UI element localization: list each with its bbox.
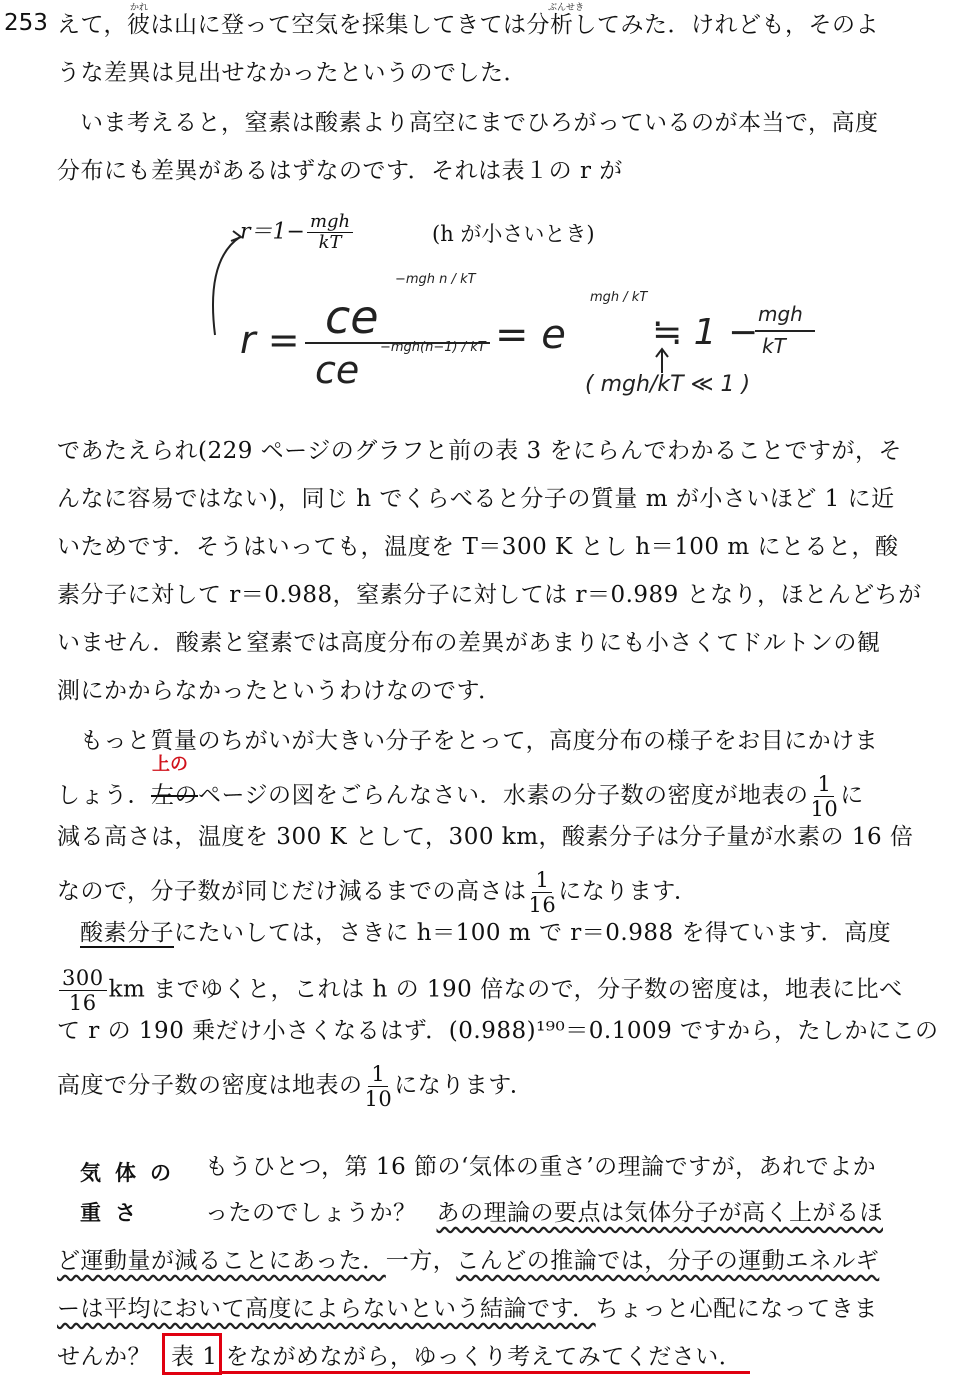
- wavy-underline: ど運動量が減ることにあった．: [57, 1248, 386, 1274]
- text-line: せんか？ 表 1 をながめながら，ゆっくり考えてみてください．: [57, 1344, 743, 1370]
- text-line: いま考えると，窒素は酸素より高空にまでひろがっているのが本当で，高度: [80, 110, 879, 136]
- text-line: なので，分子数が同じだけ減るまでの高さは $\frac{1}{16}$ になります．: [57, 868, 698, 917]
- text-line: 酸素分子にたいしては，さきに h＝100 m で r＝0.988 を得ています．高度: [80, 920, 892, 946]
- text-line: ったのでしょうか？ あの理論の要点は気体分子が高く上がるほ: [205, 1200, 883, 1226]
- fraction: $\frac{300}{16}$: [59, 966, 107, 1015]
- red-underline: [222, 1371, 750, 1374]
- text-line: 高度で分子数の密度は地表の $\frac{1}{10}$ になります．: [57, 1062, 534, 1111]
- text-line: もっと質量のちがいが大きい分子をとって，高度分布の様子をお目にかけま: [80, 728, 879, 754]
- wavy-underline: あの理論の要点は気体分子が高く上がるほ: [436, 1200, 883, 1226]
- hand-eq-exp: mgh / kT: [590, 290, 648, 305]
- struck-text: 左の: [151, 782, 198, 809]
- text-line: て r の 190 乗だけ小さくなるはず．(0.988)¹⁹⁰＝0.1009 ですから，たしかにこの: [57, 1018, 939, 1044]
- boxed-text: 表 1: [171, 1344, 218, 1370]
- text-line: いためです．そうはいっても，温度を T＝300 K とし h＝100 m にとると，酸: [57, 534, 899, 560]
- text-line: $\frac{300}{16}$ km までゆくと，これは h の 190 倍なので，分子数の密度は，地表に比べ: [57, 966, 903, 1015]
- text-line: 分布にも差異があるはずなのです．それは表１の r が: [57, 158, 623, 184]
- text-line: 測にかからなかったというわけなのです．: [57, 678, 502, 704]
- text-line: えて，彼は山に登って空気を採集してきては分析してみた．けれども，そのよ: [57, 12, 880, 38]
- wavy-underline: こんどの推論では，分子の運動エネルギ: [456, 1248, 880, 1274]
- hand-top: ce: [325, 290, 379, 344]
- hand-den: kT: [762, 334, 786, 358]
- text-line: であたえられ(229 ページのグラフと前の表 3 をにらんでわかることですが，そ: [57, 438, 902, 464]
- text-line: いません．酸素と窒素では高度分布の差異があまりにも小さくてドルトンの観: [57, 630, 881, 656]
- fraction: $\frac{1}{10}$: [364, 1062, 393, 1111]
- hand-top-exp: −mgh n / kT: [395, 272, 476, 287]
- hand-bot-exp: −mgh(n−1) / kT: [380, 340, 486, 355]
- page-number: 253: [4, 10, 48, 36]
- hand-eq: = e: [495, 312, 566, 358]
- text-line: ーは平均において高度によらないという結論です．ちょっと心配になってきま: [57, 1296, 878, 1322]
- text-line: んなに容易ではない)，同じ h でくらべると分子の質量 m が小さいほど 1 に近: [57, 486, 895, 512]
- hand-r: r =: [240, 318, 300, 362]
- fraction: $\frac{1}{16}$: [528, 868, 557, 917]
- text-line: ど運動量が減ることにあった．一方，こんどの推論では，分子の運動エネルギ: [57, 1248, 880, 1274]
- text-line: しょう．左のページの図をごらんなさい．水素の分子数の密度が地表の $\frac{1}{10}$ に: [57, 772, 864, 821]
- ruby-bunseki: ぶんせき: [548, 3, 585, 13]
- formula-r: r＝1− $\frac{\text{mgh}}{kT}$: [240, 212, 355, 253]
- fraction: $\frac{1}{10}$: [810, 772, 839, 821]
- hand-cond: ( mgh/kT ≪ 1 ): [585, 372, 751, 397]
- text-line: 減る高さは，温度を 300 K として，300 km，酸素分子は分子量が水素の 16 倍: [57, 824, 914, 850]
- hand-bar2: [755, 330, 815, 332]
- hand-bot: ce: [315, 348, 360, 392]
- text-line: うな差異は見出せなかったというのでした．: [57, 60, 527, 86]
- ruby-kare: かれ: [130, 3, 149, 13]
- text-line: 素分子に対して r＝0.988，窒素分子に対しては r＝0.989 となり，ほとんどちが: [57, 582, 922, 608]
- red-highlight-box: [162, 1333, 222, 1375]
- wavy-underline: ーは平均において高度によらないという結論です．: [57, 1296, 596, 1322]
- formula-note: (h が小さいとき): [432, 222, 595, 246]
- section-heading: 気体の: [80, 1161, 185, 1185]
- section-heading: 重さ: [80, 1201, 150, 1225]
- hand-approx: ≒ 1 −: [652, 312, 759, 353]
- hand-num: mgh: [758, 302, 803, 326]
- handwritten-correction: 上の: [152, 754, 188, 775]
- underlined-text: 酸素分子: [80, 920, 174, 946]
- up-arrow-icon: [652, 345, 672, 375]
- text-line: もうひとつ，第 16 節の‘気体の重さ’の理論ですが，あれでよか: [205, 1154, 877, 1180]
